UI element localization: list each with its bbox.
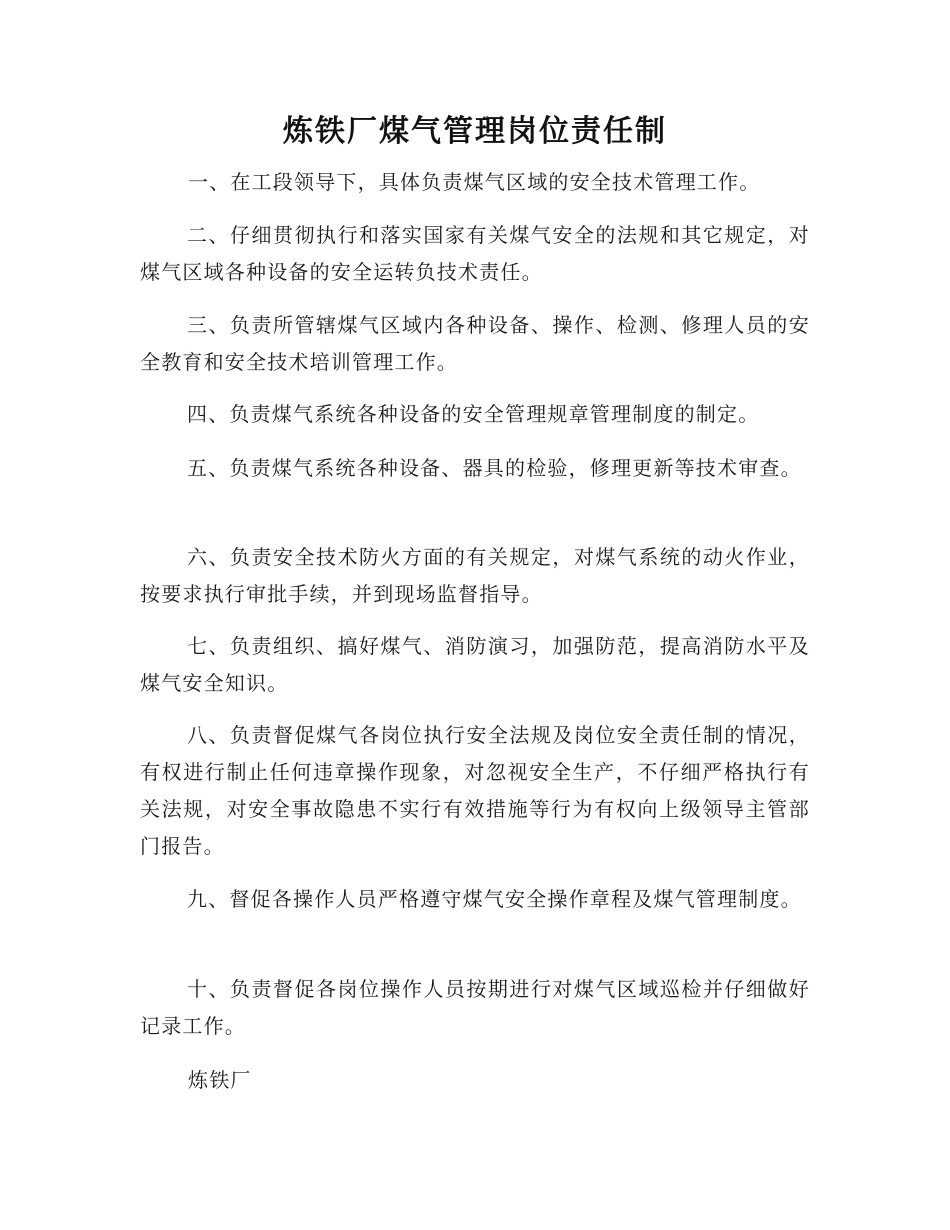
paragraph-6: 六、负责安全技术防火方面的有关规定，对煤气系统的动火作业，按要求执行审批手续，并到现场监督指导。: [140, 545, 810, 606]
paragraph-5: 五、负责煤气系统各种设备、器具的检验，修理更新等技术审查。: [187, 456, 802, 480]
paragraph-3: 三、负责所管辖煤气区域内各种设备、操作、检测、修理人员的安全教育和安全技术培训管理工作。: [140, 313, 810, 374]
paragraph-4: 四、负责煤气系统各种设备的安全管理规章管理制度的制定。: [187, 402, 760, 426]
signature-org: 炼铁厂: [188, 1068, 252, 1092]
paragraph-8: 八、负责督促煤气各岗位执行安全法规及岗位安全责任制的情况，有权进行制止任何违章操作现象，对忽视安全生产，不仔细严格执行有关法规，对安全事故隐患不实行有效措施等行为有权向上级领导主管部门报告。: [140, 723, 810, 858]
paragraph-1: 一、在工段领导下，具体负责煤气区域的安全技术管理工作。: [188, 170, 761, 194]
document-title: 炼铁厂煤气管理岗位责任制: [283, 114, 667, 149]
paragraph-10: 十、负责督促各岗位操作人员按期进行对煤气区域巡检并仔细做好记录工作。: [140, 977, 810, 1038]
paragraph-7: 七、负责组织、搞好煤气、消防演习，加强防范，提高消防水平及煤气安全知识。: [140, 634, 810, 695]
paragraph-2: 二、仔细贯彻执行和落实国家有关煤气安全的法规和其它规定，对煤气区域各种设备的安全运转负技术责任。: [140, 223, 810, 284]
paragraph-9: 九、督促各操作人员严格遵守煤气安全操作章程及煤气管理制度。: [187, 887, 802, 911]
